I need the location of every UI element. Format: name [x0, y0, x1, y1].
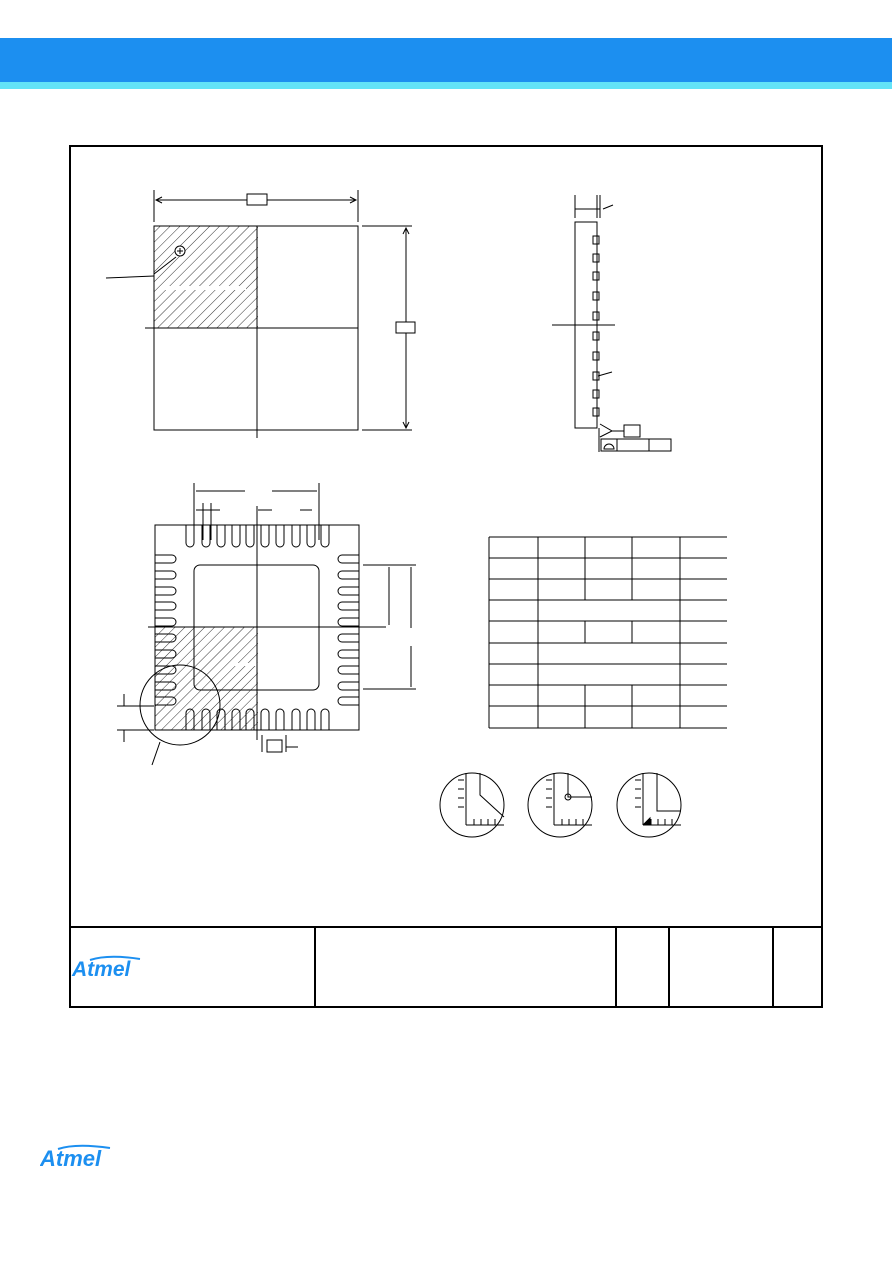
- dimension-box: [624, 425, 640, 437]
- dimension-box: [396, 322, 415, 333]
- footer-logo: [40, 1140, 130, 1172]
- dimensions-table: [489, 537, 727, 728]
- corner-detail-3: [617, 773, 681, 837]
- top-view: [106, 190, 415, 438]
- dimension-box: [247, 194, 267, 205]
- svg-text:Atmel: Atmel: [40, 1146, 102, 1171]
- corner-detail-1: [440, 773, 504, 837]
- side-view: [552, 195, 671, 452]
- corner-detail-2: [528, 773, 592, 837]
- title-block-logo: [70, 952, 160, 982]
- dimension-box: [267, 740, 282, 752]
- svg-text:Atmel: Atmel: [72, 958, 131, 981]
- bottom-view: [117, 483, 416, 765]
- title-block: [315, 927, 773, 1007]
